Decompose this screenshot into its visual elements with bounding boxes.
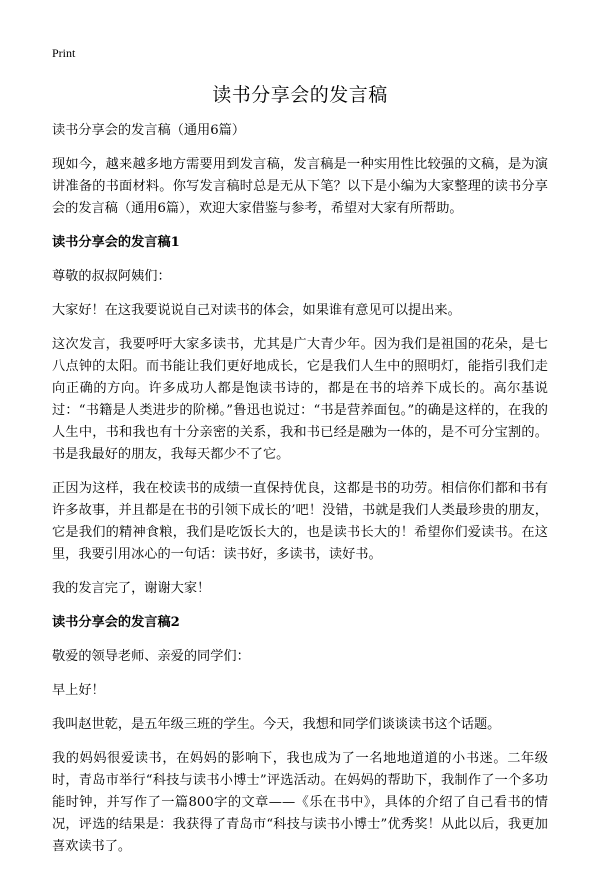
subtitle: 读书分享会的发言稿（通用6篇） (52, 123, 246, 138)
paragraph: 尊敬的叔叔阿姨们： (52, 269, 171, 284)
paragraph: 我的发言完了，谢谢大家！ (52, 581, 211, 596)
page-title: 读书分享会的发言稿 (212, 84, 388, 106)
paragraph: 正因为这样，我在校读书的成绩一直保持优良，这都是书的功劳。相信你们都和书有许多故事，并且都是在书的引领下成长的’吧！没错，书就是我们人类最珍贵的朋友，它是我们的精神食粮，我们是吃饭长大的，也是读书长大的！希望你们爱读书。在这里，我要引用冰心的一句话：读书好，多读书，读好书。 (52, 481, 548, 562)
intro-paragraph: 现如今，越来越多地方需要用到发言稿，发言稿是一种实用性比较强的文稿，是为演讲准备的书面材料。你写发言稿时总是无从下笔？以下是小编为大家整理的读书分享会的发言稿（通用6篇），欢迎大家借鉴与参考，希望对大家有所帮助。 (52, 157, 548, 216)
paragraph: 敬爱的领导老师、亲爱的同学们： (52, 649, 250, 664)
paragraph: 早上好！ (52, 683, 105, 698)
document-body (52, 120, 548, 870)
paragraph: 我的妈妈很爱读书，在妈妈的影响下，我也成为了一名地地道道的小书迷。二年级时，青岛市举行“科技与读书小博士”评选活动。在妈妈的帮助下，我制作了一个多功能时钟，并写作了一篇800字的文章——《乐在书中》，具体的介绍了自己看书的情况，评选的结果是：我获得了青岛市“科技与读书小博士”优秀奖！从此以后，我更加喜欢读书了。 (52, 751, 548, 854)
paragraph: 我叫赵世乾，是五年级三班的学生。今天，我想和同学们谈谈读书这个话题。 (52, 717, 501, 732)
section-heading-2: 读书分享会的发言稿2 (52, 615, 180, 630)
paragraph: 这次发言，我要呼吁大家多读书，尤其是广大青少年。因为我们是祖国的花朵，是七八点钟的太阳。而书能让我们更好地成长，它是我们人生中的照明灯，能指引我们走向正确的方向。许多成功人都是饱读书诗的，都是在书的培养下成长的。高尔基说过：“书籍是人类进步的阶梯。”鲁迅也说过：“书是营养面包。”的确是这样的，在我的人生中，书和我也有十分亲密的关系，我和书已经是融为一体的，是不可分宝割的。书是我最好的朋友，我每天都少不了它。 (52, 337, 548, 462)
paragraph: 大家好！在这我要说说自己对读书的体会，如果谁有意见可以提出来。 (52, 303, 461, 318)
print-label[interactable]: Print (52, 46, 76, 60)
section-heading-1: 读书分享会的发言稿1 (52, 235, 180, 250)
